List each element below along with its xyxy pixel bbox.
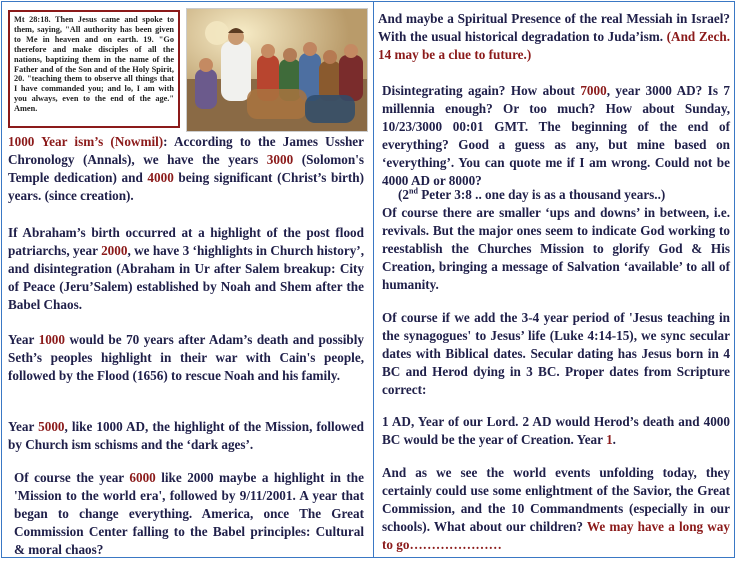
paragraph-year-7000: Disintegrating again? How about 7000, year 3000 AD? Is 7 millennia enough? Or too much? How about Sunday, 10/23/3000 00:01 GMT. The beginning of the end of everything? Good a guess as any, but mine based on ‘everything’. You can quote me if I am wrong. Could not be 4000 AD or 8000? bbox=[382, 83, 730, 188]
left-column bbox=[2, 2, 371, 557]
paragraph-synagogues: Of course if we add the 3-4 year period of 'Jesus teaching in the synagogues' to Jesus’ life (Luke 4:14-15), we sync secular dates with Biblical dates. Secular dating has Jesus born in 4 BC and Herod dying in 3 BC. Proper dates from Scripture correct: bbox=[382, 310, 730, 397]
paragraph-year-1000: Year 1000 would be 70 years after Adam’s death and possibly Seth’s peoples highlight in their war with Cain's people, followed by the Flood (1656) to rescue Noah and his family. bbox=[8, 332, 364, 383]
scripture-quote-text: Mt 28:18. Then Jesus came and spoke to them, saying, "All authority has been given to Me in heaven and on earth. 19. "Go therefore and make disciples of all the nations, baptizing them in the name of the Father and of the Son and of the Holy Spirit, 20. "teaching them to observe all things that I have commanded you; and lo, I am with you always, even to the end of the age." Amen. bbox=[14, 15, 174, 114]
paragraph-world-events: And as we see the world events unfolding today, they certainly could use some enlightment of the Savior, the Great Commission, and the 10 Commandments (especially in our schools). What about our children? We may have a long way to go………………… bbox=[382, 465, 730, 552]
paragraph-year-5000: Year 5000, like 1000 AD, the highlight of the Mission, followed by Church ism schisms and the ‘dark ages’. bbox=[8, 419, 365, 452]
great-commission-painting bbox=[186, 8, 368, 132]
heading-1000-year-isms: 1000 Year ism’s (Nowmil) bbox=[8, 134, 164, 149]
page-frame bbox=[1, 1, 735, 558]
long-way-to-go: We may have a long way to go………………… bbox=[382, 519, 730, 552]
peter-reference: (2nd Peter 3:8 .. one day is as a thousand years..) bbox=[398, 186, 666, 202]
scripture-quote-box bbox=[8, 10, 180, 128]
paragraph-messiah: And maybe a Spiritual Presence of the real Messiah in Israel? With the usual historical degradation to Juda’ism. (And Zech. 14 may be a clue to future.) bbox=[378, 11, 731, 62]
paragraph-year-of-lord: 1 AD, Year of our Lord. 2 AD would Herod’s death and 4000 BC would be the year of Creation. Year 1. bbox=[382, 414, 730, 447]
paragraph-nowmil: 1000 Year ism’s (Nowmil): According to the James Ussher Chronology (Annals), we have the years 3000 (Solomon's Temple dedication) and 4000 being significant (Christ’s birth) years. (since creation). bbox=[8, 134, 364, 203]
paragraph-year-6000: Of course the year 6000 like 2000 maybe a highlight in the 'Mission to the world era', followed by 9/11/2001. A year that began to change everything. America, once The Great Commission Center falling to the Babel principles: Cultural & moral chaos? bbox=[14, 470, 364, 557]
right-column bbox=[378, 2, 734, 557]
column-divider bbox=[373, 2, 374, 557]
paragraph-revivals: Of course there are smaller ‘ups and downs’ in between, i.e. revivals. But the major ones seem to indicate God working to reestablish the Churches Mission to glorify God & His Creation, bringing a message of Salvation ‘available’ to all of humanity. bbox=[382, 205, 730, 292]
paragraph-abraham: If Abraham’s birth occurred at a highlight of the post flood patriarchs, year 2000, we have 3 ‘highlights in Church history’, and disintegration (Abraham in Ur after Salem breakup: City of Peace (Jeru’Salem) established by Noah and Shem after the Babel Chaos. bbox=[8, 225, 364, 312]
painting-illustration bbox=[187, 9, 367, 131]
